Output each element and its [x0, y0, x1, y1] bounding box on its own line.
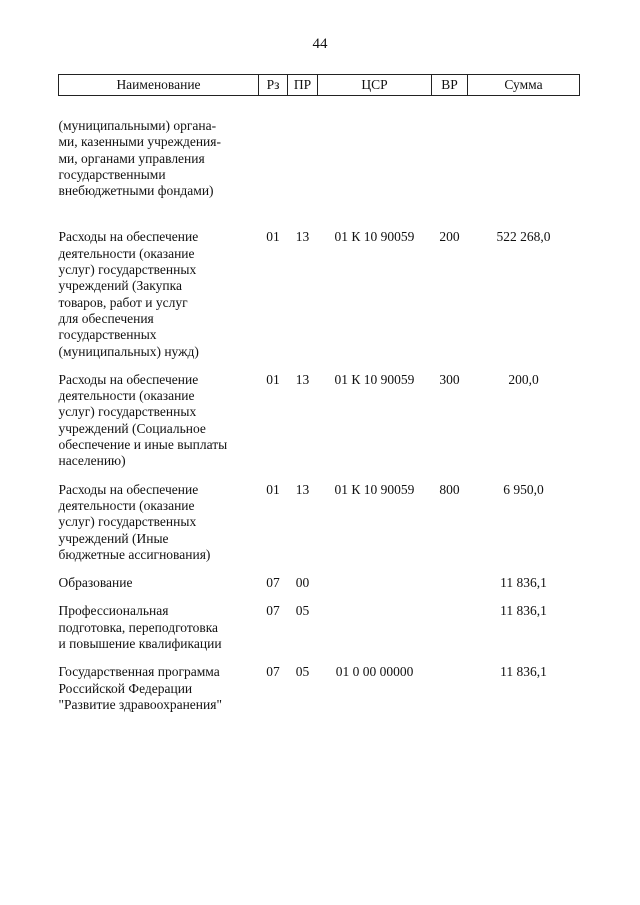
header-rz: Рз: [259, 75, 288, 96]
row-vr: [432, 575, 468, 603]
row-csr: [318, 603, 432, 664]
table-row: [59, 664, 580, 725]
table-row: [59, 603, 580, 664]
budget-table: [58, 74, 580, 725]
header-name: Наименование: [59, 75, 259, 96]
name-line: ми, органами управления: [58, 150, 205, 166]
table-body: [59, 96, 580, 726]
row-vr: [432, 603, 468, 664]
name-line: ми, казенными учреждения-: [58, 134, 221, 150]
row-vr: 200: [439, 229, 460, 245]
row-rz: 01: [266, 229, 280, 245]
name-line: услуг) государственных: [58, 514, 197, 530]
row-csr: 01 0 00 00000: [335, 664, 414, 680]
name-line: "Развитие здравоохранения": [58, 696, 222, 712]
name-line: деятельности (оказание: [58, 497, 195, 513]
page-number: 44: [312, 36, 328, 52]
name-line: учреждений (Закупка: [58, 278, 182, 294]
name-line: учреждений (Социальное: [58, 420, 206, 436]
table-row: [59, 575, 580, 603]
row-vr: 800: [439, 481, 460, 497]
header-vr: ВР: [432, 75, 468, 96]
row-pr: 05: [295, 664, 310, 680]
name-line: Расходы на обеспечение: [58, 229, 199, 245]
row-csr: 01 К 10 90059: [334, 371, 415, 387]
name-line: Профессиональная: [58, 603, 169, 619]
name-line: Государственная программа: [58, 664, 220, 680]
header-csr: ЦСР: [318, 75, 432, 96]
name-line: населению): [58, 453, 126, 469]
name-line: для обеспечения: [58, 310, 154, 326]
row-pr: 13: [295, 371, 310, 387]
name-line: внебюджетными фондами): [58, 183, 214, 199]
row-csr: [318, 96, 432, 230]
table-header: [59, 75, 580, 96]
row-name: [59, 229, 259, 371]
name-line: подготовка, переподготовка: [58, 619, 219, 635]
row-name: [59, 372, 259, 482]
row-pr: 05: [295, 603, 310, 619]
name-line: обеспечение и иные выплаты: [58, 437, 228, 453]
name-line: товаров, работ и услуг: [58, 294, 188, 310]
row-vr: [432, 96, 468, 230]
name-line: (муниципальных) нужд): [58, 343, 199, 359]
row-sum: 11 836,1: [500, 664, 547, 680]
row-vr: 300: [439, 371, 460, 387]
name-line: государственными: [58, 166, 166, 182]
name-line: государственных: [58, 327, 157, 343]
table-row: [59, 229, 580, 371]
row-vr: [432, 664, 468, 725]
name-line: бюджетные ассигнования): [58, 546, 211, 562]
row-pr: [288, 96, 318, 230]
name-line: учреждений (Иные: [58, 530, 169, 546]
table-row: [59, 372, 580, 482]
row-rz: 01: [266, 371, 280, 387]
row-csr: [318, 575, 432, 603]
name-line: (муниципальными) органа-: [58, 118, 217, 133]
row-rz: 07: [266, 603, 280, 619]
row-csr: 01 К 10 90059: [334, 481, 415, 497]
row-name: [59, 603, 259, 664]
row-rz: 07: [266, 664, 280, 680]
row-sum: 200,0: [508, 371, 539, 387]
row-csr: 01 К 10 90059: [334, 229, 415, 245]
row-pr: 13: [295, 229, 310, 245]
header-pr: ПР: [288, 75, 318, 96]
name-line: Расходы на обеспечение: [58, 481, 199, 497]
row-name: [59, 482, 259, 575]
row-sum: 11 836,1: [500, 603, 547, 619]
table-row: [59, 96, 580, 230]
row-sum: 6 950,0: [503, 481, 544, 497]
row-sum: [468, 96, 580, 230]
header-sum: Сумма: [468, 75, 580, 96]
name-line: услуг) государственных: [58, 404, 197, 420]
row-name: [59, 96, 259, 230]
row-sum: 522 268,0: [496, 229, 551, 245]
row-name: [59, 575, 259, 603]
row-rz: [259, 96, 288, 230]
row-sum: 11 836,1: [500, 575, 547, 591]
row-rz: 01: [266, 481, 280, 497]
row-pr: 13: [295, 481, 310, 497]
row-name: [59, 664, 259, 725]
name-line: услуг) государственных: [58, 262, 197, 278]
header-row: [59, 75, 580, 96]
name-line: Расходы на обеспечение: [58, 371, 199, 387]
table-row: [59, 482, 580, 575]
row-pr: 00: [295, 575, 310, 591]
row-rz: 07: [266, 575, 280, 591]
name-line: деятельности (оказание: [58, 245, 195, 261]
name-line: деятельности (оказание: [58, 388, 195, 404]
name-line: Российской Федерации: [58, 680, 193, 696]
name-line: Образование: [58, 575, 133, 591]
name-line: и повышение квалификации: [58, 636, 222, 652]
